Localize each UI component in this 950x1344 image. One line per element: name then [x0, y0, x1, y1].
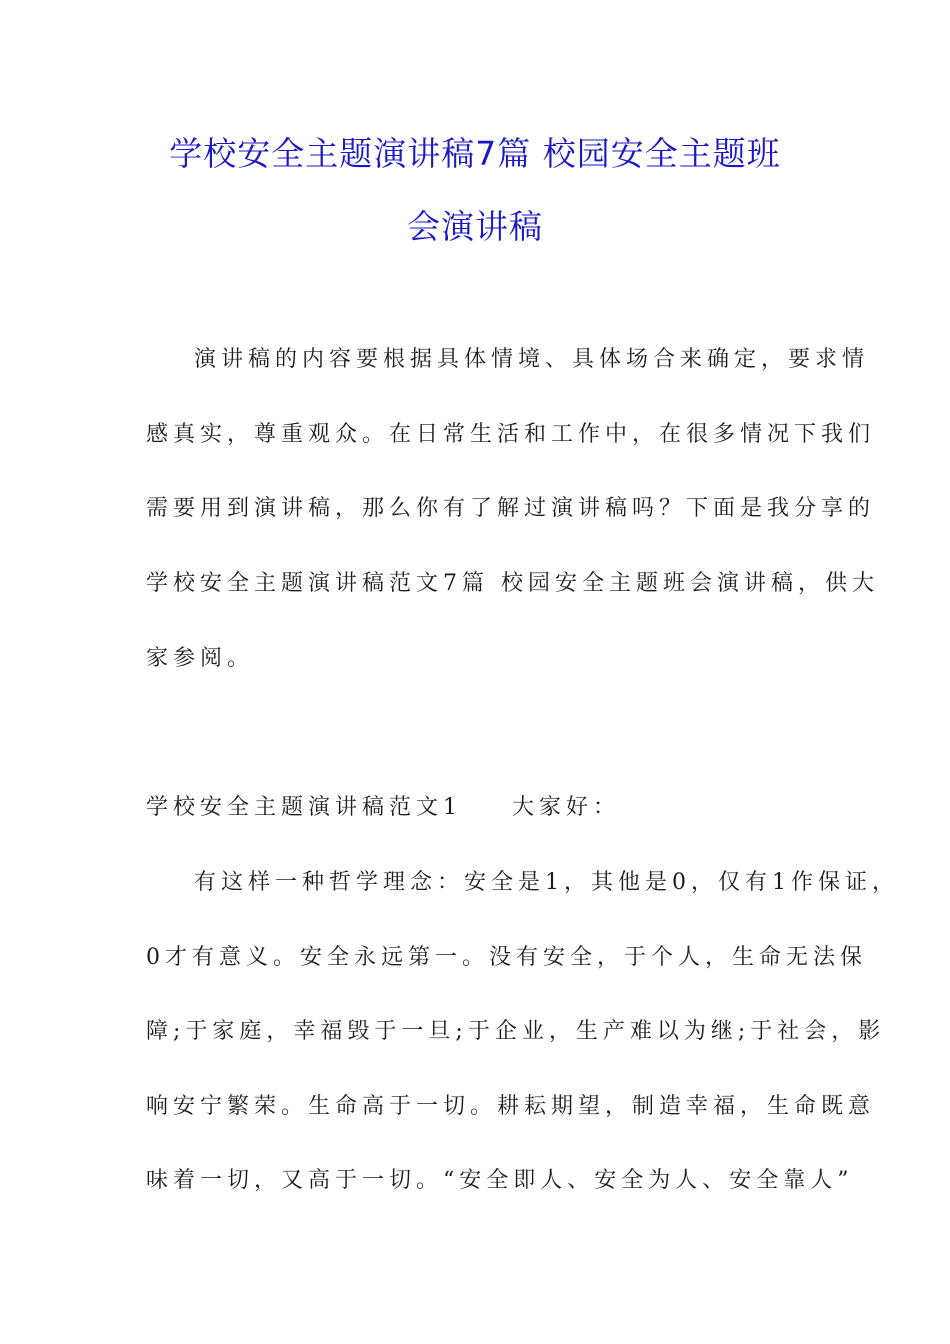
document-title-line-2: 会演讲稿: [407, 207, 543, 246]
document-title-line-1: 学校安全主题演讲稿7篇 校园安全主题班: [169, 134, 781, 173]
body-paragraph-line: 有这样一种哲学理念：安全是1，其他是0，仅有1作保证，: [194, 870, 899, 895]
body-paragraph-line: 味着一切，又高于一切。“安全即人、安全为人、安全靠人”: [146, 1168, 854, 1193]
section-heading-row: [146, 793, 816, 823]
intro-paragraph-line: 需要用到演讲稿，那么你有了解过演讲稿吗？下面是我分享的: [146, 496, 876, 521]
greeting: 大家好：: [512, 795, 621, 820]
body-paragraph-line: 响安宁繁荣。生命高于一切。耕耘期望，制造幸福，生命既意: [146, 1094, 876, 1119]
intro-paragraph-line: 演讲稿的内容要根据具体情境、具体场合来确定，要求情: [194, 347, 870, 372]
intro-paragraph-line: 家参阅。: [146, 646, 255, 671]
body-paragraph-line: 0才有意义。安全永远第一。没有安全，于个人，生命无法保: [146, 945, 867, 970]
section-heading: 学校安全主题演讲稿范文1: [146, 795, 462, 820]
body-paragraph-line: 障;于家庭，幸福毁于一旦;于企业，生产难以为继;于社会，影: [146, 1019, 886, 1044]
intro-paragraph-line: 感真实，尊重观众。在日常生活和工作中，在很多情况下我们: [146, 422, 876, 447]
intro-paragraph-line: 学校安全主题演讲稿范文7篇 校园安全主题班会演讲稿，供大: [146, 571, 879, 596]
